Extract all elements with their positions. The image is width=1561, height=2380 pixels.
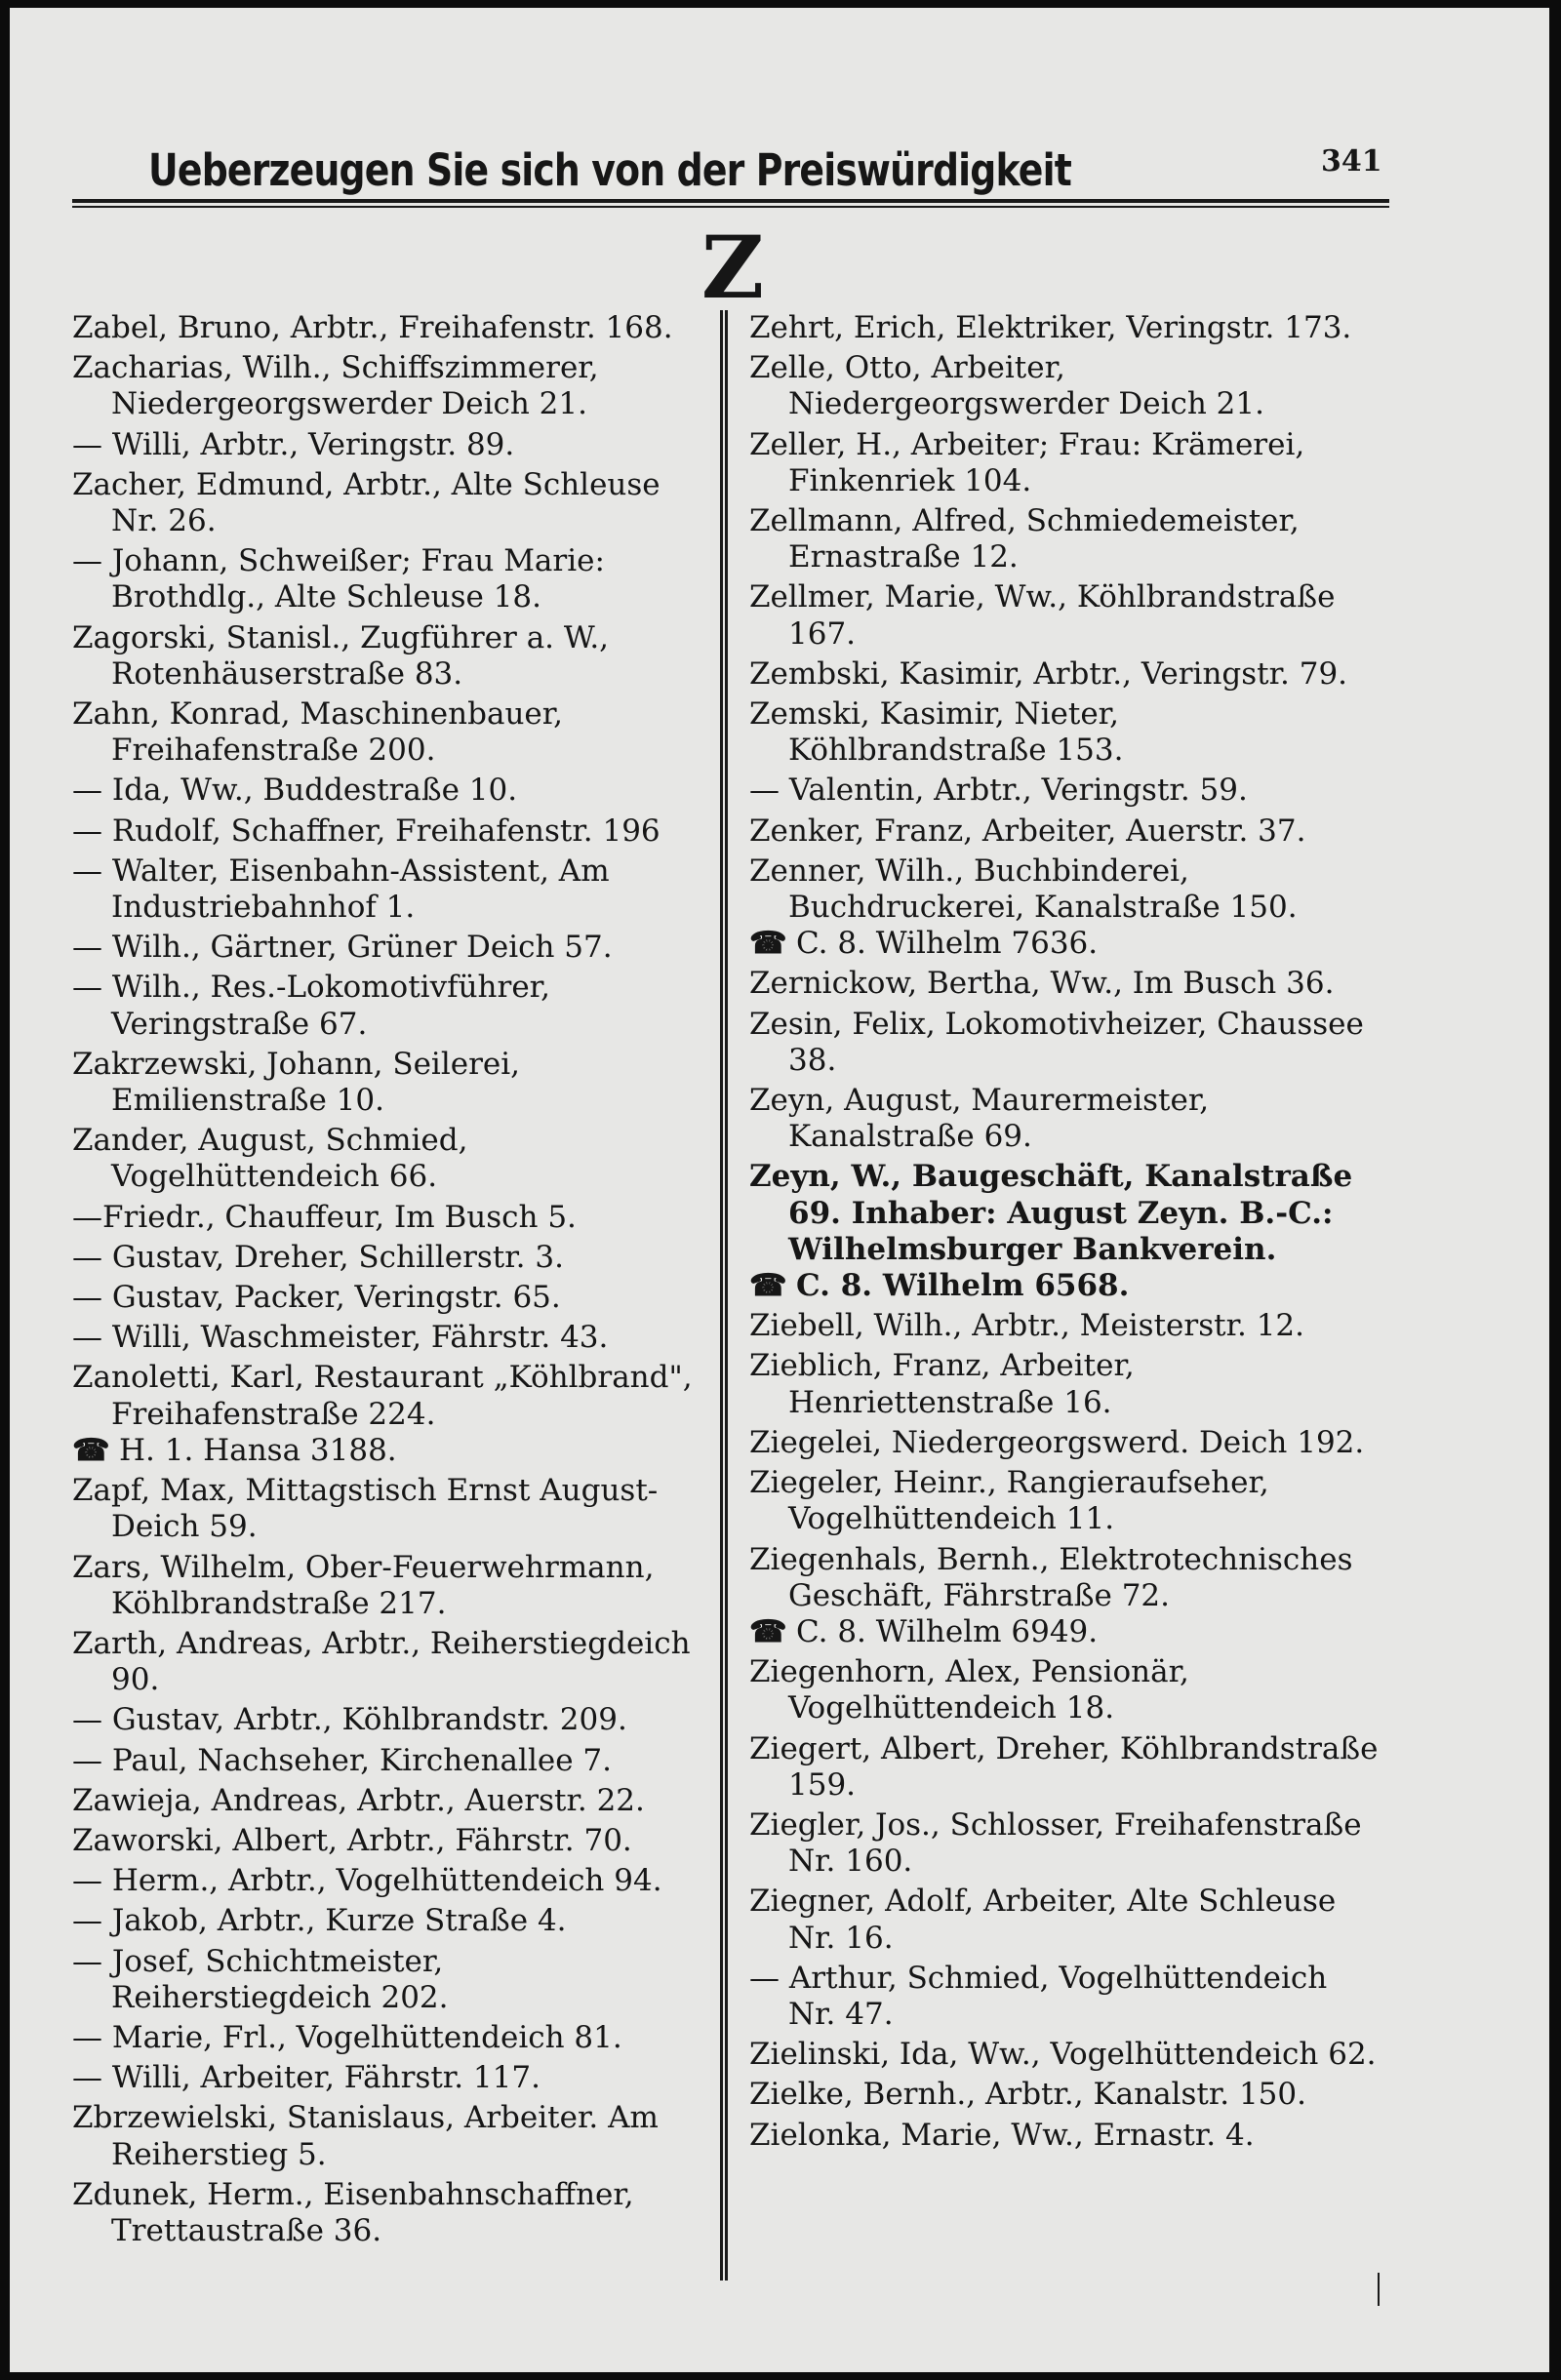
directory-entry xyxy=(72,543,706,615)
directory-entry xyxy=(72,853,706,926)
directory-entry xyxy=(72,1047,706,1119)
entry-text: Zawieja, Andreas, Arbtr., Auerstr. 22. xyxy=(72,1782,645,1818)
directory-entry xyxy=(72,2060,706,2096)
directory-entry xyxy=(749,579,1383,652)
entry-text: — Rudolf, Schaffner, Freihafenstr. 196 xyxy=(72,813,660,849)
phone-number: C. 8. Wilhelm 7636. xyxy=(796,926,1099,962)
entry-text: Ziegenhals, Bernh., Elektrotechnisches Geschäft, Fährstraße 72. xyxy=(749,1541,1353,1613)
phone-number: H. 1. Hansa 3188. xyxy=(119,1432,397,1468)
entry-text: Zacher, Edmund, Arbtr., Alte Schleuse Nr. 26. xyxy=(72,466,660,539)
left-column xyxy=(72,310,706,2253)
directory-entry xyxy=(72,1240,706,1276)
entry-text: Ziegeler, Heinr., Rangieraufseher, Vogelhüttendeich 11. xyxy=(749,1465,1269,1537)
entry-text: Ziegert, Albert, Dreher, Köhlbrandstraße 159. xyxy=(749,1730,1379,1803)
entry-text: — Gustav, Arbtr., Köhlbrandstr. 209. xyxy=(72,1702,627,1738)
directory-entry: Zanoletti, Karl, Restaurant „Köhlbrand", Freihafenstraße 224. ☎ H. 1. Hansa 3188. xyxy=(72,1360,693,1468)
directory-entry: Ziegenhals, Bernh., Elektrotechnisches Geschäft, Fährstraße 72. ☎ C. 8. Wilhelm 6949. xyxy=(749,1541,1353,1649)
directory-entry xyxy=(72,1320,706,1356)
directory-entry xyxy=(72,1903,706,1939)
entry-text: Zagorski, Stanisl., Zugführer a. W., Rotenhäuserstraße 83. xyxy=(72,619,610,692)
header-rule xyxy=(72,199,1389,203)
entry-text: Zacharias, Wilh., Schiffszimmerer, Niedergeorgswerder Deich 21. xyxy=(72,350,599,422)
entry-text: — Gustav, Packer, Veringstr. 65. xyxy=(72,1280,561,1316)
entry-text: — Marie, Frl., Vogelhüttendeich 81. xyxy=(72,2019,622,2055)
entry-text: Zdunek, Herm., Eisenbahnschaffner, Trettaustraße 36. xyxy=(72,2176,634,2248)
entry-text: Zabel, Bruno, Arbtr., Freihafenstr. 168. xyxy=(72,310,673,345)
column-divider xyxy=(720,310,728,2281)
entry-text: Zehrt, Erich, Elektriker, Veringstr. 173. xyxy=(749,310,1352,345)
directory-entry: Zenner, Wilh., Buchbinderei, Buchdruckerei, Kanalstraße 150. ☎ C. 8. Wilhelm 7636. xyxy=(749,853,1298,962)
directory-entry xyxy=(72,1783,706,1819)
directory-entry xyxy=(749,1007,1383,1079)
directory-entry xyxy=(72,1550,706,1622)
entry-text: Ziegner, Adolf, Arbeiter, Alte Schleuse Nr. 16. xyxy=(749,1884,1337,1956)
directory-entry xyxy=(749,503,1383,575)
entry-text: Ziegelei, Niedergeorgswerd. Deich 192. xyxy=(749,1424,1365,1460)
entry-text: Ziebell, Wilh., Arbtr., Meisterstr. 12. xyxy=(749,1308,1305,1344)
entry-text: Zaworski, Albert, Arbtr., Fährstr. 70. xyxy=(72,1822,632,1858)
directory-entry xyxy=(749,1654,1383,1726)
entry-text: — Wilh., Gärtner, Grüner Deich 57. xyxy=(72,930,613,966)
entry-text: Zernickow, Bertha, Ww., Im Busch 36. xyxy=(749,966,1335,1002)
directory-entry xyxy=(72,1280,706,1316)
directory-entry xyxy=(72,350,706,422)
directory-entry xyxy=(749,696,1383,769)
entry-text: Zellmann, Alfred, Schmiedemeister, Ernastraße 12. xyxy=(749,503,1300,575)
entry-text: Zahn, Konrad, Maschinenbauer, Freihafenstraße 200. xyxy=(72,696,564,769)
entry-text: Zielinski, Ida, Ww., Vogelhüttendeich 62. xyxy=(749,2037,1377,2073)
entry-text: Zeyn, August, Maurermeister, Kanalstraße 69. xyxy=(749,1083,1210,1155)
directory-entry xyxy=(72,813,706,850)
directory-entry xyxy=(72,467,706,539)
entry-text: — Josef, Schichtmeister, Reiherstiegdeich 202. xyxy=(72,1943,449,2015)
directory-entry xyxy=(749,1425,1383,1461)
entry-text: — Paul, Nachseher, Kirchenallee 7. xyxy=(72,1742,612,1778)
entry-text: Zanoletti, Karl, Restaurant „Köhlbrand", Freihafenstraße 224. xyxy=(72,1360,693,1432)
directory-entry xyxy=(72,2020,706,2056)
directory-entry xyxy=(72,1473,706,1545)
directory-entry xyxy=(749,427,1383,499)
directory-entry xyxy=(72,1200,706,1236)
directory-entry xyxy=(72,1823,706,1859)
directory-entry xyxy=(72,427,706,463)
directory-entry xyxy=(749,1884,1383,1956)
directory-entry xyxy=(749,1083,1383,1155)
entry-text: Zembski, Kasimir, Arbtr., Veringstr. 79. xyxy=(749,655,1348,692)
directory-entry xyxy=(749,656,1383,693)
entry-text: Zapf, Max, Mittagstisch Ernst August-Deich 59. xyxy=(72,1473,659,1545)
section-letter: Z xyxy=(700,217,765,318)
entry-text: Zakrzewski, Johann, Seilerei, Emilienstraße 10. xyxy=(72,1046,521,1119)
directory-entry xyxy=(72,1863,706,1899)
entry-text: — Walter, Eisenbahn-Assistent, Am Industriebahnhof 1. xyxy=(72,853,610,926)
directory-entry xyxy=(72,696,706,769)
entry-text: — Herm., Arbtr., Vogelhüttendeich 94. xyxy=(72,1863,662,1899)
entry-text: — Arthur, Schmied, Vogelhüttendeich Nr. 47. xyxy=(749,1960,1328,2032)
entry-text: Zenner, Wilh., Buchbinderei, Buchdruckerei, Kanalstraße 150. xyxy=(749,853,1298,926)
header-rule-thin xyxy=(72,206,1389,208)
directory-entry xyxy=(72,1626,706,1698)
directory-entry xyxy=(749,2037,1383,2073)
directory-entry xyxy=(749,350,1383,422)
entry-text: Zander, August, Schmied, Vogelhüttendeich 66. xyxy=(72,1123,468,1195)
directory-entry xyxy=(72,1702,706,1738)
directory-entry xyxy=(749,1807,1383,1880)
edge-mark xyxy=(1378,2273,1380,2306)
entry-text: — Jakob, Arbtr., Kurze Straße 4. xyxy=(72,1903,567,1939)
directory-entry xyxy=(749,2118,1383,2154)
directory-entry xyxy=(749,1465,1383,1537)
directory-entry xyxy=(72,1743,706,1779)
entry-text: Zesin, Felix, Lokomotivheizer, Chaussee 38. xyxy=(749,1006,1364,1078)
entry-text: Ziegenhorn, Alex, Pensionär, Vogelhüttendeich 18. xyxy=(749,1654,1189,1726)
entry-text: — Valentin, Arbtr., Veringstr. 59. xyxy=(749,773,1248,809)
entry-text: Zeyn, W., Baugeschäft, Kanalstraße 69. Inhaber: August Zeyn. B.-C.: Wilhelmsburger Bankverein. xyxy=(749,1159,1353,1267)
entry-text: Zeller, H., Arbeiter; Frau: Krämerei, Finkenriek 104. xyxy=(749,426,1305,498)
entry-text: — Willi, Waschmeister, Fährstr. 43. xyxy=(72,1320,609,1356)
right-column xyxy=(749,310,1383,2158)
directory-entry xyxy=(72,310,706,346)
entry-text: Ziegler, Jos., Schlosser, Freihafenstraße Nr. 160. xyxy=(749,1806,1362,1880)
page-header-title: Ueberzeugen Sie sich von der Preiswürdigkeit xyxy=(148,144,1071,196)
directory-entry xyxy=(72,930,706,966)
directory-entry xyxy=(749,1308,1383,1344)
phone-number: C. 8. Wilhelm 6949. xyxy=(796,1613,1099,1649)
directory-entry xyxy=(72,1944,706,2016)
directory-entry xyxy=(72,773,706,809)
directory-entry xyxy=(72,1123,706,1195)
entry-text: Zellmer, Marie, Ww., Köhlbrandstraße 167. xyxy=(749,579,1336,652)
entry-text: Zielke, Bernh., Arbtr., Kanalstr. 150. xyxy=(749,2077,1306,2113)
directory-entry xyxy=(72,620,706,693)
directory-entry xyxy=(72,970,706,1042)
directory-entry xyxy=(749,2077,1383,2113)
entry-text: Zars, Wilhelm, Ober-Feuerwehrmann, Köhlbrandstraße 217. xyxy=(72,1549,655,1621)
entry-text: Zieblich, Franz, Arbeiter, Henriettenstraße 16. xyxy=(749,1348,1135,1420)
directory-entry xyxy=(749,1961,1383,2033)
directory-entry xyxy=(749,773,1383,809)
entry-text: — Gustav, Dreher, Schillerstr. 3. xyxy=(72,1239,564,1275)
directory-entry xyxy=(72,2177,706,2249)
entry-text: Zarth, Andreas, Arbtr., Reiherstiegdeich 90. xyxy=(72,1625,691,1698)
entry-text: — Johann, Schweißer; Frau Marie: Brothdlg., Alte Schleuse 18. xyxy=(72,543,605,615)
page-number: 341 xyxy=(1321,144,1382,178)
entry-text: — Willi, Arbtr., Veringstr. 89. xyxy=(72,426,515,462)
entry-text: — Willi, Arbeiter, Fährstr. 117. xyxy=(72,2060,540,2096)
entry-text: Zemski, Kasimir, Nieter, Köhlbrandstraße 153. xyxy=(749,696,1124,769)
directory-entry xyxy=(749,966,1383,1002)
entry-text: Zelle, Otto, Arbeiter, Niedergeorgswerder Deich 21. xyxy=(749,350,1264,422)
entry-text: — Wilh., Res.-Lokomotivführer, Veringstraße 67. xyxy=(72,970,550,1042)
directory-entry xyxy=(749,1731,1383,1804)
entry-text: Zielonka, Marie, Ww., Ernastr. 4. xyxy=(749,2117,1255,2153)
entry-text: — Ida, Ww., Buddestraße 10. xyxy=(72,773,518,809)
directory-entry: Zeyn, W., Baugeschäft, Kanalstraße 69. Inhaber: August Zeyn. B.-C.: Wilhelmsburger Bankverein. ☎ C. 8. Wilhelm 6568. xyxy=(749,1159,1353,1304)
phone-number: C. 8. Wilhelm 6568. xyxy=(796,1268,1130,1304)
directory-entry xyxy=(749,1348,1383,1420)
directory-entry xyxy=(749,813,1383,850)
entry-text: Zbrzewielski, Stanislaus, Arbeiter. Am Reiherstieg 5. xyxy=(72,2100,659,2172)
entry-text: —Friedr., Chauffeur, Im Busch 5. xyxy=(72,1199,577,1235)
directory-entry xyxy=(72,2100,706,2172)
entry-text: Zenker, Franz, Arbeiter, Auerstr. 37. xyxy=(749,813,1306,849)
directory-page xyxy=(10,8,1549,2372)
directory-entry xyxy=(749,310,1383,346)
